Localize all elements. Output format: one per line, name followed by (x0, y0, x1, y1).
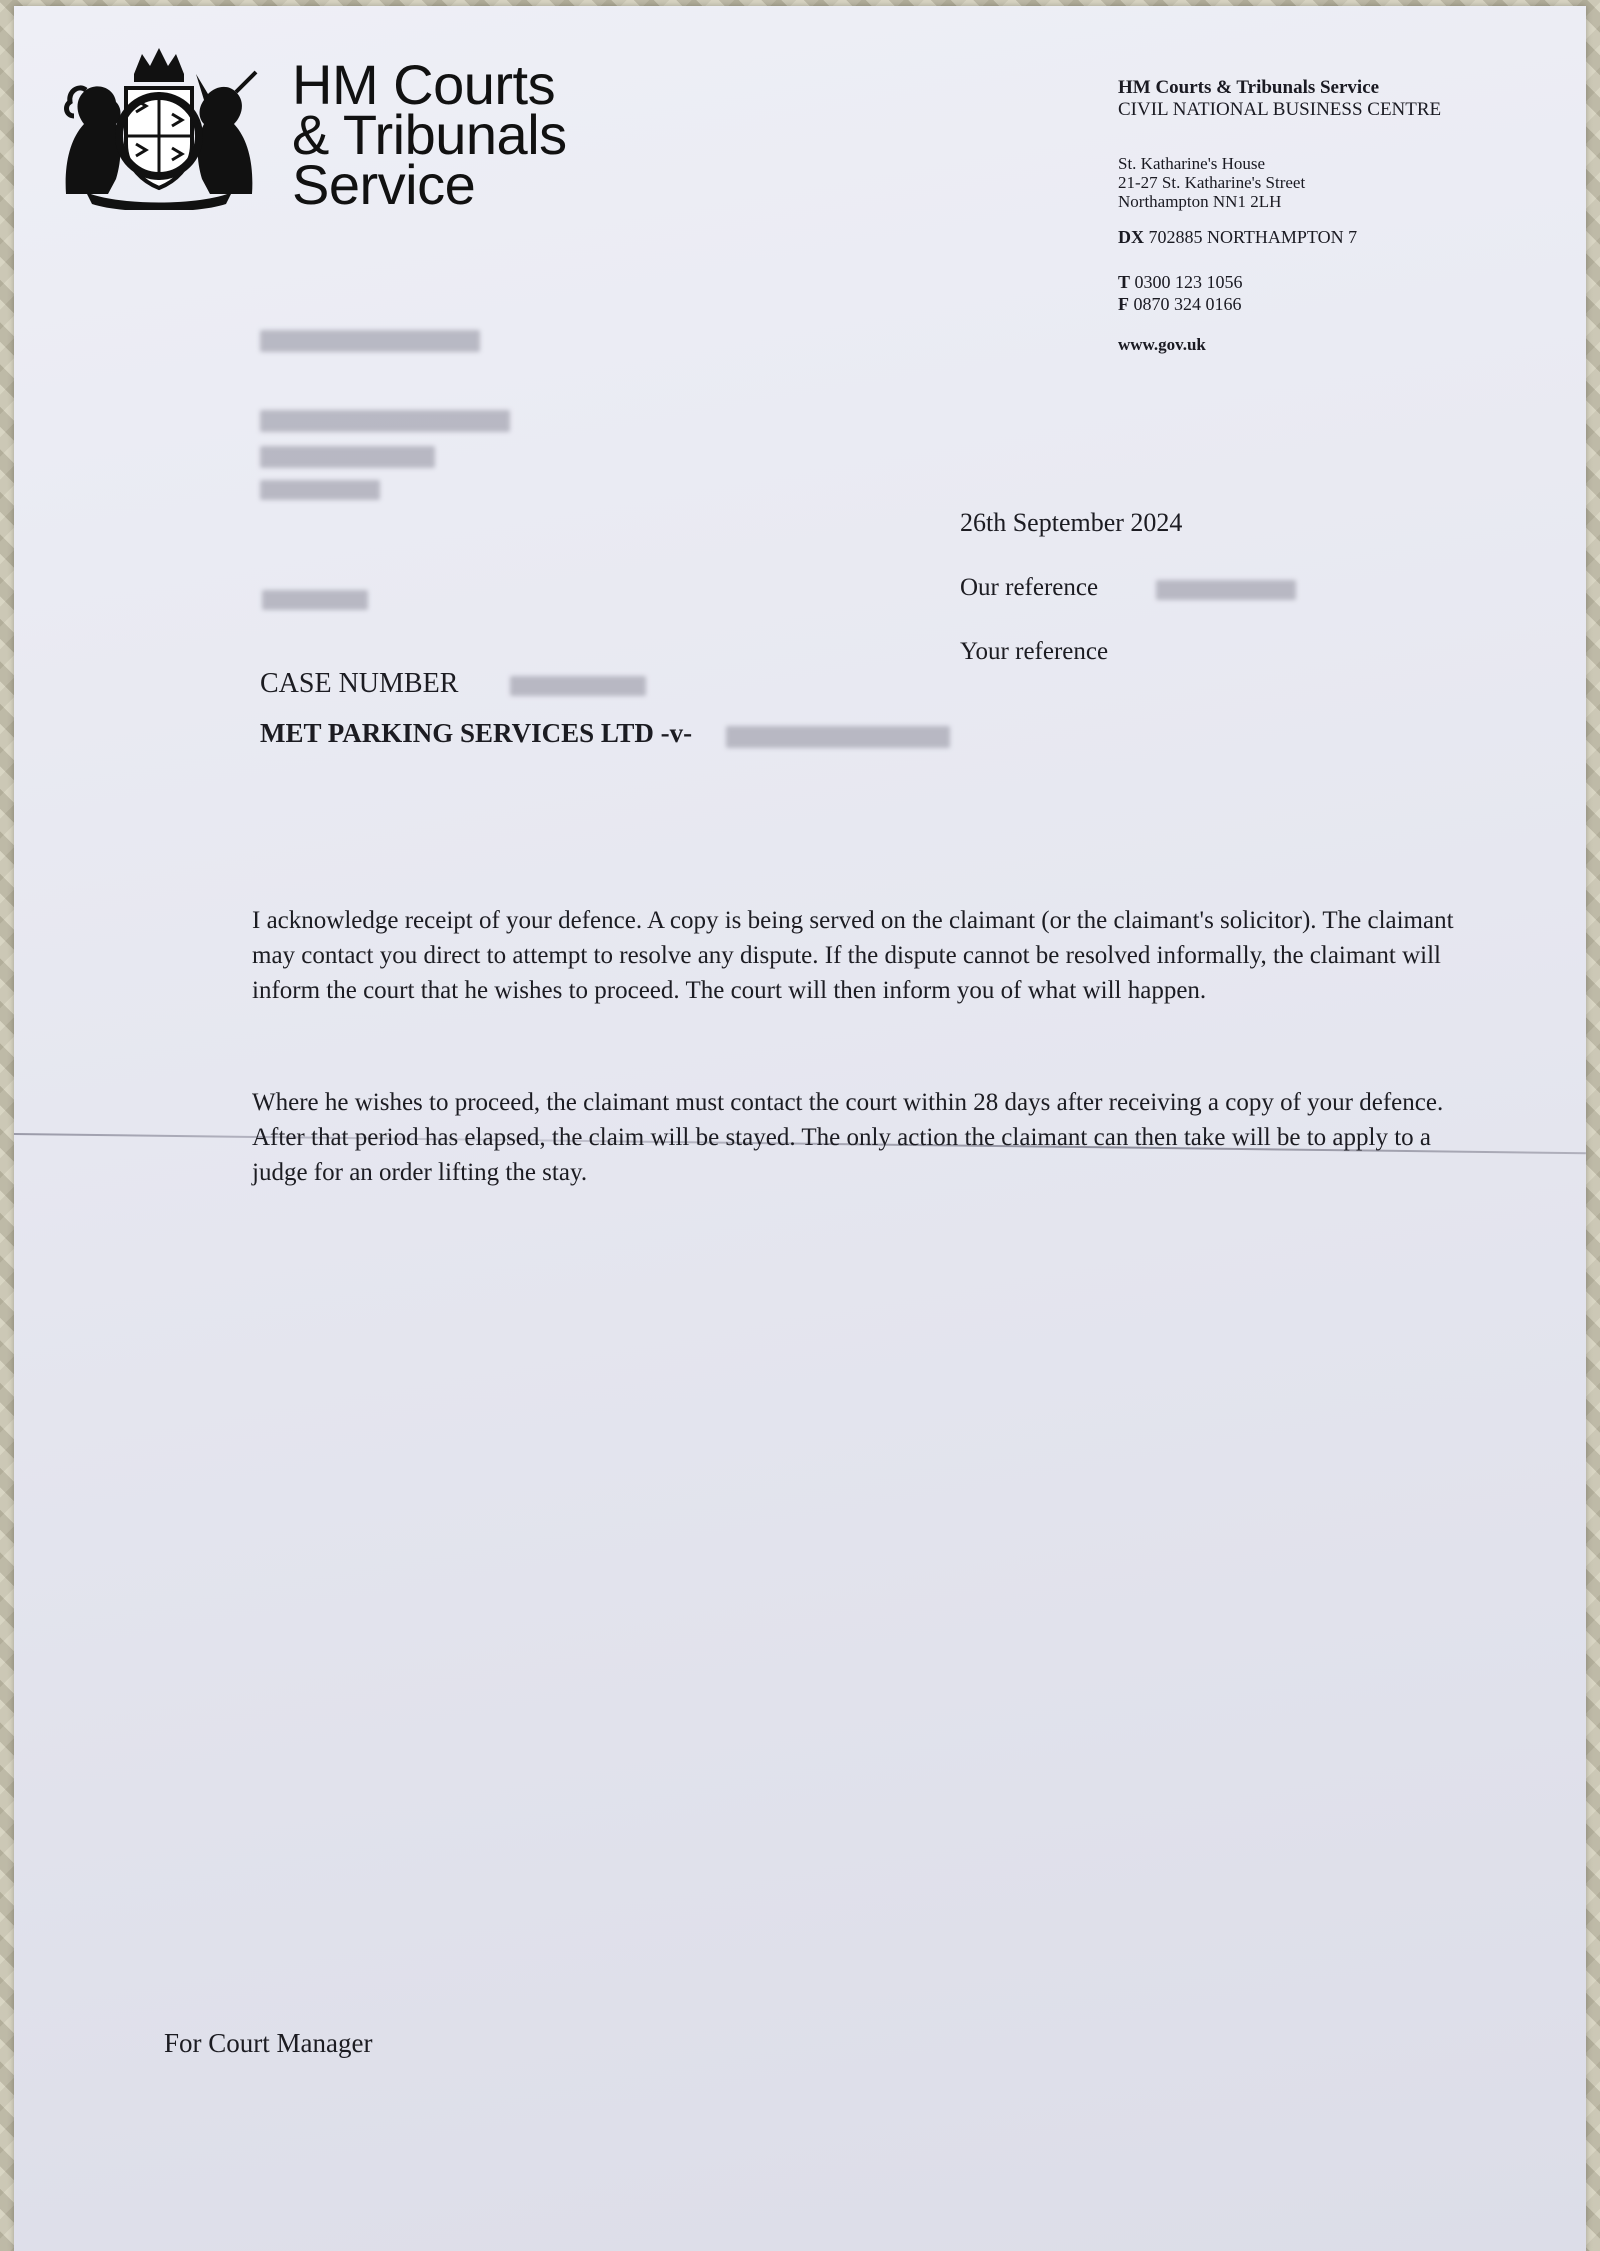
case-number-label: CASE NUMBER (260, 668, 459, 699)
your-reference-row (960, 638, 1108, 666)
redacted-address-line (260, 410, 510, 432)
hmcts-wordmark (292, 53, 567, 216)
body-paragraph-1: I acknowledge receipt of your defence. A copy is being served on the claimant (or the claimant's solicitor). The claimant may contact you direct to attempt to resolve any dispute. If the dispute cannot be resolved informally, the claimant will inform the court that he wishes to proceed. The court will then inform you of what will happen. (252, 907, 1454, 1004)
redacted-our-reference (1156, 580, 1296, 600)
redacted-postcode (262, 590, 368, 610)
redacted-case-number (510, 676, 646, 696)
office-website: www.gov.uk (1118, 335, 1206, 354)
case-parties: MET PARKING SERVICES LTD -v- (260, 718, 693, 748)
office-org-name: HM Courts & Tribunals Service (1118, 77, 1380, 98)
dx-value: 702885 NORTHAMPTON 7 (1148, 227, 1358, 247)
redacted-address-line (260, 480, 380, 500)
brand-line-1: HM Courts (292, 53, 556, 116)
fax-number: 0870 324 0166 (1133, 294, 1242, 314)
address-line-1: St. Katharine's House (1118, 154, 1266, 173)
redacted-address-line (260, 446, 435, 468)
address-line-3: Northampton NN1 2LH (1118, 192, 1282, 211)
signoff: For Court Manager (164, 2028, 373, 2058)
redacted-defendant-name (726, 726, 950, 748)
telephone-number: 0300 123 1056 (1134, 272, 1243, 292)
office-dx (1118, 227, 1441, 247)
your-reference-label: Your reference (960, 638, 1109, 665)
office-address-block (1118, 78, 1441, 355)
office-contact-numbers (1118, 271, 1441, 315)
case-number-row (260, 668, 458, 700)
our-reference-label: Our reference (960, 574, 1099, 601)
telephone-label: T (1118, 272, 1131, 292)
body-paragraph-2: Where he wishes to proceed, the claimant must contact the court within 28 days after receiving a copy of your defence. After that period has elapsed, the claim will be stayed. The only action the claimant can then take will be to apply to a judge for an order lifting the stay. (252, 1089, 1444, 1186)
office-postal-address (1118, 154, 1441, 211)
letter-date: 26th September 2024 (960, 508, 1183, 537)
address-line-2: 21-27 St. Katharine's Street (1118, 173, 1306, 192)
brand-line-2: & Tribunals (292, 103, 567, 166)
office-centre-name: CIVIL NATIONAL BUSINESS CENTRE (1118, 99, 1442, 120)
dx-label: DX (1118, 227, 1144, 247)
royal-coat-of-arms-logo (56, 44, 262, 210)
brand-line-3: Service (292, 153, 476, 216)
our-reference-row (960, 574, 1098, 602)
fax-label: F (1118, 294, 1129, 314)
redacted-recipient-name (260, 330, 480, 352)
